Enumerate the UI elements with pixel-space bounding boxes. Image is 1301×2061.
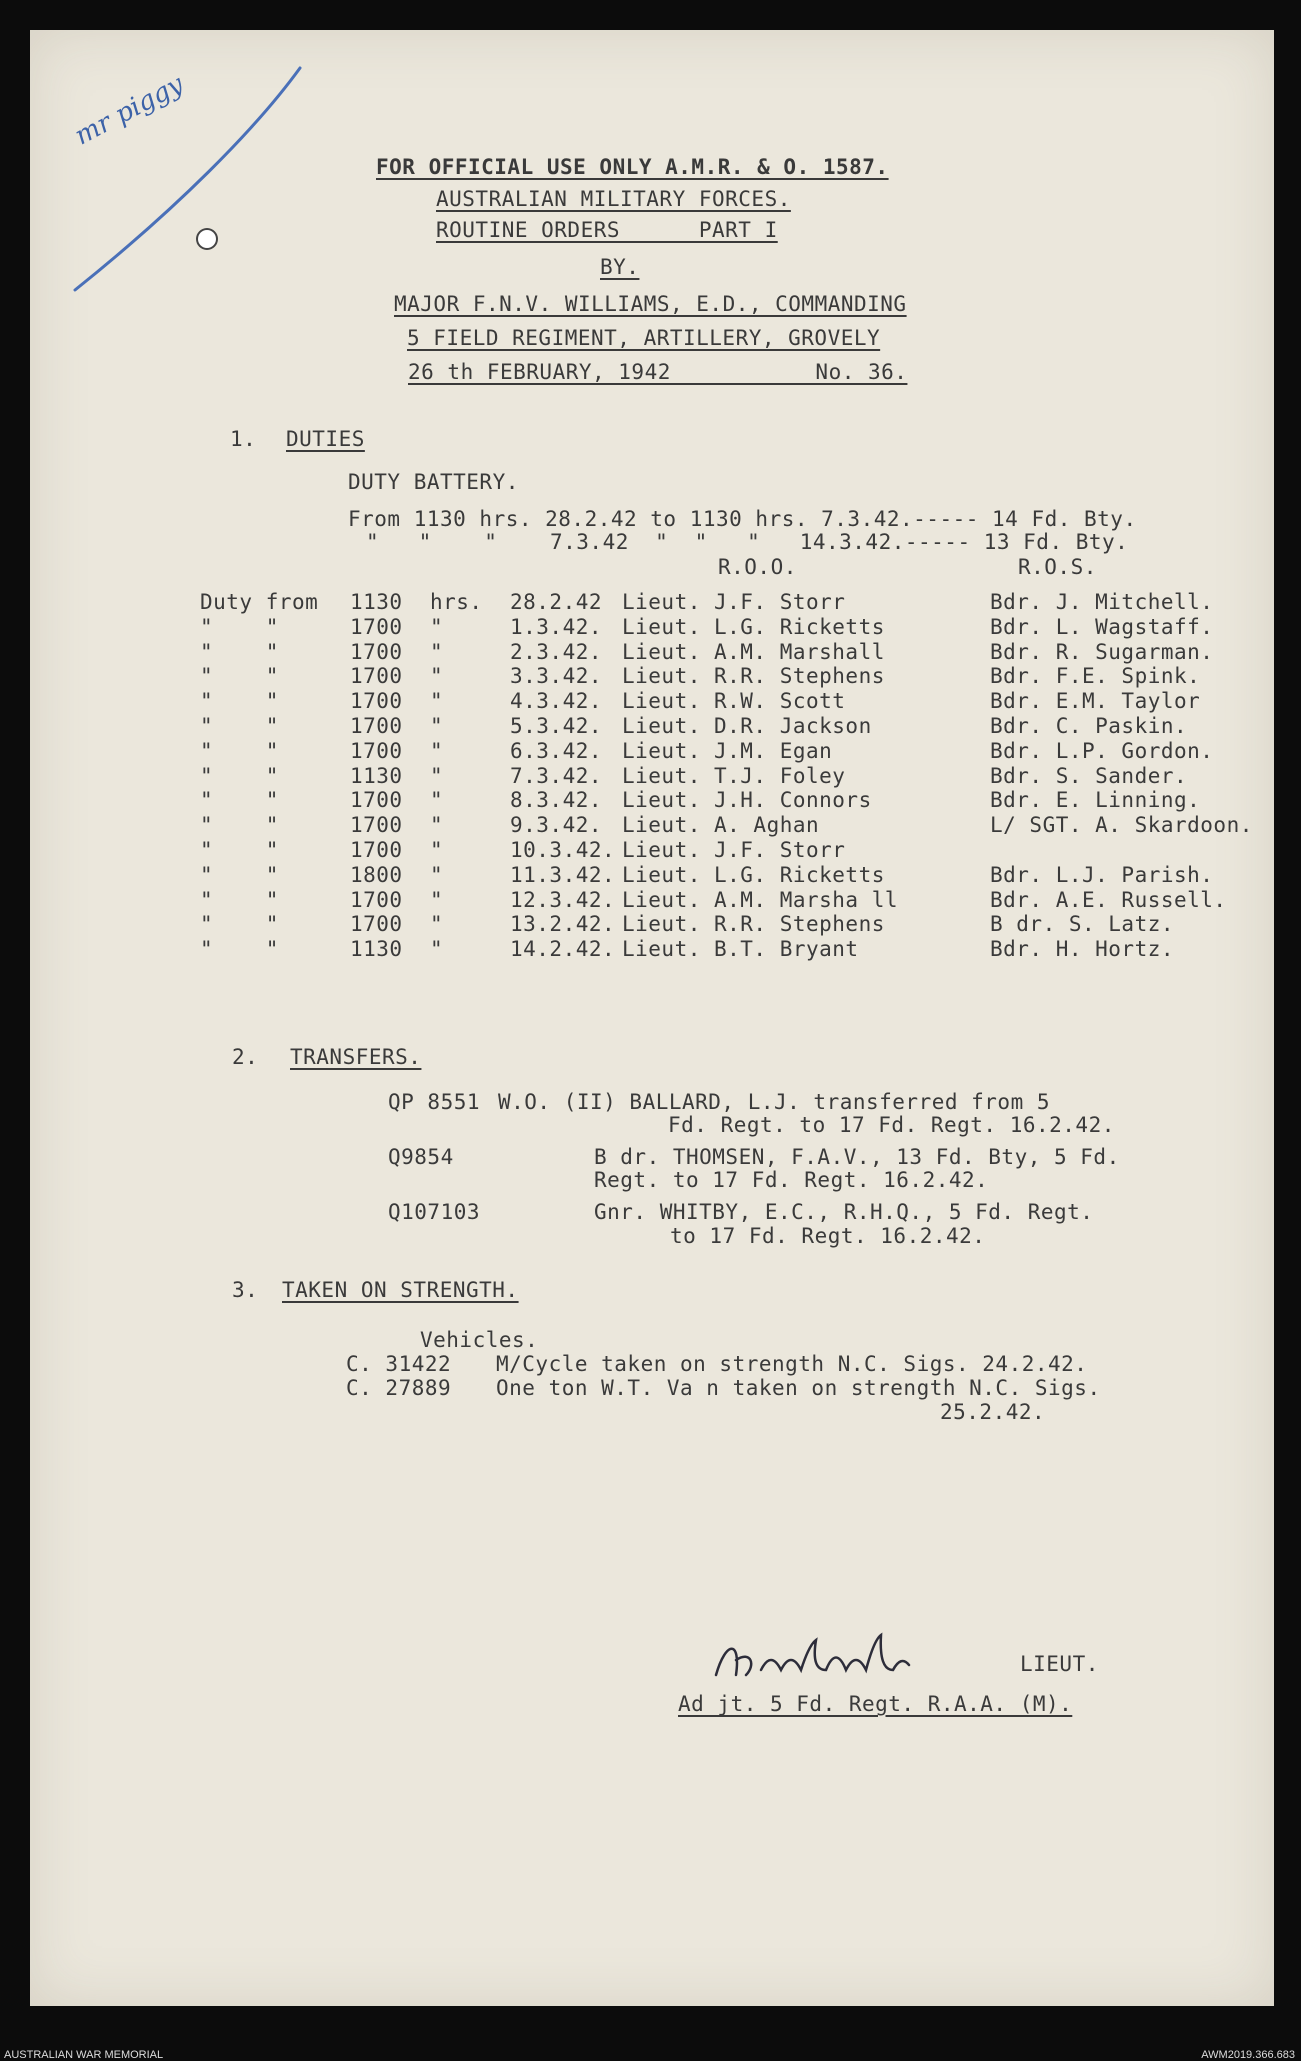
- duty-ros: Bdr. F.E. Spink.: [990, 664, 1201, 689]
- duty-date: 6.3.42.: [510, 738, 603, 763]
- duty-prefix: " ": [200, 813, 279, 838]
- duty-prefix: " ": [200, 838, 279, 862]
- duty-date: 5.3.42.: [510, 714, 603, 738]
- duty-prefix: " ": [200, 937, 279, 962]
- duty-time: 1130: [350, 937, 403, 962]
- transfer-text: Fd. Regt. to 17 Fd. Regt. 16.2.42.: [668, 1113, 1115, 1137]
- duty-ros: Bdr. R. Sugarman.: [990, 639, 1214, 664]
- duty-prefix: " ": [200, 862, 279, 887]
- duty-battery-heading: DUTY BATTERY.: [348, 470, 519, 494]
- transfer-text: W.O. (II) BALLARD, L.J. transferred from 5: [498, 1090, 1051, 1114]
- duty-time: 1700: [350, 664, 403, 689]
- header-line-3: ROUTINE ORDERS PART I: [436, 218, 778, 242]
- footer-bar: [0, 2049, 1301, 2061]
- transfer-text: B dr. THOMSEN, F.A.V., 13 Fd. Bty, 5 Fd.: [594, 1145, 1120, 1169]
- header-line-7: 26 th FEBRUARY, 1942 No. 36.: [408, 360, 908, 384]
- transfer-text: Regt. to 17 Fd. Regt. 16.2.42.: [594, 1168, 989, 1192]
- vehicle-text: M/Cycle taken on strength N.C. Sigs. 24.2.42.: [496, 1352, 1088, 1376]
- duty-ros: Bdr. E. Linning.: [990, 788, 1201, 813]
- duty-time: 1130: [350, 590, 403, 614]
- duty-date: 12.3.42.: [510, 887, 616, 912]
- vehicle-text: One ton W.T. Va n taken on strength N.C. Sigs.: [496, 1376, 1101, 1400]
- duty-ros: Bdr. L. Wagstaff.: [990, 614, 1214, 639]
- header-line-4: BY.: [600, 255, 640, 279]
- duty-time: 1700: [350, 813, 403, 838]
- duty-unit: ": [430, 639, 444, 664]
- duty-officer: Lieut. T.J. Foley: [622, 763, 846, 788]
- duty-officer: Lieut. L.G. Ricketts: [622, 614, 885, 639]
- duty-date: 7.3.42.: [510, 763, 603, 788]
- duty-prefix: " ": [200, 639, 279, 664]
- duty-date: 9.3.42.: [510, 813, 603, 838]
- duty-unit: ": [430, 788, 444, 813]
- duty-ros: Bdr. H. Hortz.: [990, 937, 1175, 962]
- duty-date: 1.3.42.: [510, 614, 603, 639]
- transfer-id: QP 8551: [388, 1090, 481, 1114]
- duty-ros: B dr. S. Latz.: [990, 912, 1175, 937]
- header-line-2: AUSTRALIAN MILITARY FORCES.: [436, 187, 791, 211]
- battery-line: " " " 7.3.42 " " " 14.3.42.----- 13 Fd. Bty.: [366, 530, 1129, 554]
- duty-time: 1700: [350, 838, 403, 862]
- duty-ros: Bdr. A.E. Russell.: [990, 887, 1227, 912]
- duty-officer: Lieut. R.R. Stephens: [622, 664, 885, 689]
- section-number: 3.: [232, 1278, 259, 1302]
- duty-prefix: " ": [200, 614, 279, 639]
- duty-unit: ": [430, 763, 444, 788]
- duty-time: 1700: [350, 788, 403, 813]
- duty-unit: ": [430, 937, 444, 962]
- duty-date: 8.3.42.: [510, 788, 603, 813]
- duty-unit: ": [430, 614, 444, 639]
- duty-time: 1130: [350, 763, 403, 788]
- duty-date: 4.3.42.: [510, 689, 603, 714]
- duty-officer: Lieut. B.T. Bryant: [622, 937, 859, 962]
- duty-officer: Lieut. R.W. Scott: [622, 689, 846, 714]
- duty-unit: ": [430, 813, 444, 838]
- duty-unit: ": [430, 838, 444, 862]
- duty-ros: Bdr. S. Sander.: [990, 763, 1188, 788]
- section-title: TAKEN ON STRENGTH.: [282, 1278, 519, 1302]
- header-line-6: 5 FIELD REGIMENT, ARTILLERY, GROVELY: [407, 326, 881, 350]
- signature-mark: [706, 1630, 956, 1700]
- duty-officer: Lieut. J.F. Storr: [622, 590, 846, 614]
- duty-unit: ": [430, 664, 444, 689]
- duty-prefix: Duty from: [200, 590, 319, 614]
- duty-officer: Lieut. J.H. Connors: [622, 788, 872, 813]
- duty-time: 1700: [350, 912, 403, 937]
- duty-officer: Lieut. D.R. Jackson: [622, 714, 872, 738]
- pin-hole: [198, 230, 216, 248]
- duty-time: 1800: [350, 862, 403, 887]
- duty-ros: Bdr. J. Mitchell.: [990, 590, 1214, 614]
- duty-ros: Bdr. E.M. Taylor: [990, 689, 1201, 714]
- duty-unit: ": [430, 714, 444, 738]
- duty-unit: ": [430, 689, 444, 714]
- duty-unit: ": [430, 738, 444, 763]
- battery-line: From 1130 hrs. 28.2.42 to 1130 hrs. 7.3.42.----- 14 Fd. Bty.: [348, 507, 1137, 531]
- duty-time: 1700: [350, 639, 403, 664]
- vehicle-id: C. 31422: [346, 1352, 452, 1376]
- duty-prefix: " ": [200, 788, 279, 813]
- duty-prefix: " ": [200, 763, 279, 788]
- transfer-text: Gnr. WHITBY, E.C., R.H.Q., 5 Fd. Regt.: [594, 1200, 1094, 1224]
- footer-accession: AWM2019.366.683: [1201, 2049, 1295, 2061]
- duty-unit: hrs.: [430, 590, 483, 614]
- duty-prefix: " ": [200, 714, 279, 738]
- duty-officer: Lieut. R.R. Stephens: [622, 912, 885, 937]
- duty-ros: Bdr. L.P. Gordon.: [990, 738, 1214, 763]
- signature-title: Ad jt. 5 Fd. Regt. R.A.A. (M).: [678, 1692, 1073, 1716]
- section-title: DUTIES: [286, 427, 365, 451]
- duty-ros: Bdr. C. Paskin.: [990, 714, 1188, 738]
- duty-time: 1700: [350, 887, 403, 912]
- transfer-id: Q9854: [388, 1145, 454, 1169]
- column-header-ros: R.O.S.: [1018, 555, 1097, 579]
- duty-officer: Lieut. L.G. Ricketts: [622, 862, 885, 887]
- signature-rank: LIEUT.: [1020, 1652, 1099, 1676]
- duty-prefix: " ": [200, 664, 279, 689]
- duty-date: 11.3.42.: [510, 862, 616, 887]
- header-line-5: MAJOR F.N.V. WILLIAMS, E.D., COMMANDING: [394, 292, 907, 316]
- duty-unit: ": [430, 887, 444, 912]
- section-title: TRANSFERS.: [290, 1045, 422, 1069]
- header-line-1: FOR OFFICIAL USE ONLY A.M.R. & O. 1587.: [376, 155, 889, 179]
- duty-officer: Lieut. A.M. Marsha ll: [622, 887, 899, 912]
- vehicle-id: C. 27889: [346, 1376, 452, 1400]
- duty-date: 2.3.42.: [510, 639, 603, 664]
- document-page: [30, 30, 1274, 2006]
- duty-ros: L/ SGT. A. Skardoon.: [990, 813, 1253, 838]
- duty-officer: Lieut. J.M. Egan: [622, 738, 833, 763]
- footer-credit: AUSTRALIAN WAR MEMORIAL: [4, 2049, 164, 2061]
- duty-prefix: " ": [200, 689, 279, 714]
- vehicles-heading: Vehicles.: [420, 1328, 539, 1352]
- duty-date: 10.3.42.: [510, 838, 616, 862]
- transfer-text: to 17 Fd. Regt. 16.2.42.: [670, 1224, 986, 1248]
- duty-time: 1700: [350, 689, 403, 714]
- duty-date: 28.2.42: [510, 590, 603, 614]
- duty-officer: Lieut. J.F. Storr: [622, 838, 846, 862]
- duty-officer: Lieut. A.M. Marshall: [622, 639, 885, 664]
- duty-unit: ": [430, 862, 444, 887]
- duty-ros: Bdr. L.J. Parish.: [990, 862, 1214, 887]
- vehicle-date: 25.2.42.: [940, 1400, 1046, 1424]
- transfer-id: Q107103: [388, 1200, 481, 1224]
- section-number: 1.: [230, 427, 257, 451]
- duty-date: 3.3.42.: [510, 664, 603, 689]
- section-number: 2.: [232, 1045, 259, 1069]
- duty-unit: ": [430, 912, 444, 937]
- duty-date: 13.2.42.: [510, 912, 616, 937]
- column-header-roo: R.O.O.: [718, 555, 797, 579]
- duty-prefix: " ": [200, 887, 279, 912]
- duty-prefix: " ": [200, 738, 279, 763]
- duty-time: 1700: [350, 614, 403, 639]
- duty-time: 1700: [350, 714, 403, 738]
- handwritten-note: mr piggy: [70, 69, 189, 152]
- duty-prefix: " ": [200, 912, 279, 937]
- duty-time: 1700: [350, 738, 403, 763]
- duty-officer: Lieut. A. Aghan: [622, 813, 820, 838]
- duty-date: 14.2.42.: [510, 937, 616, 962]
